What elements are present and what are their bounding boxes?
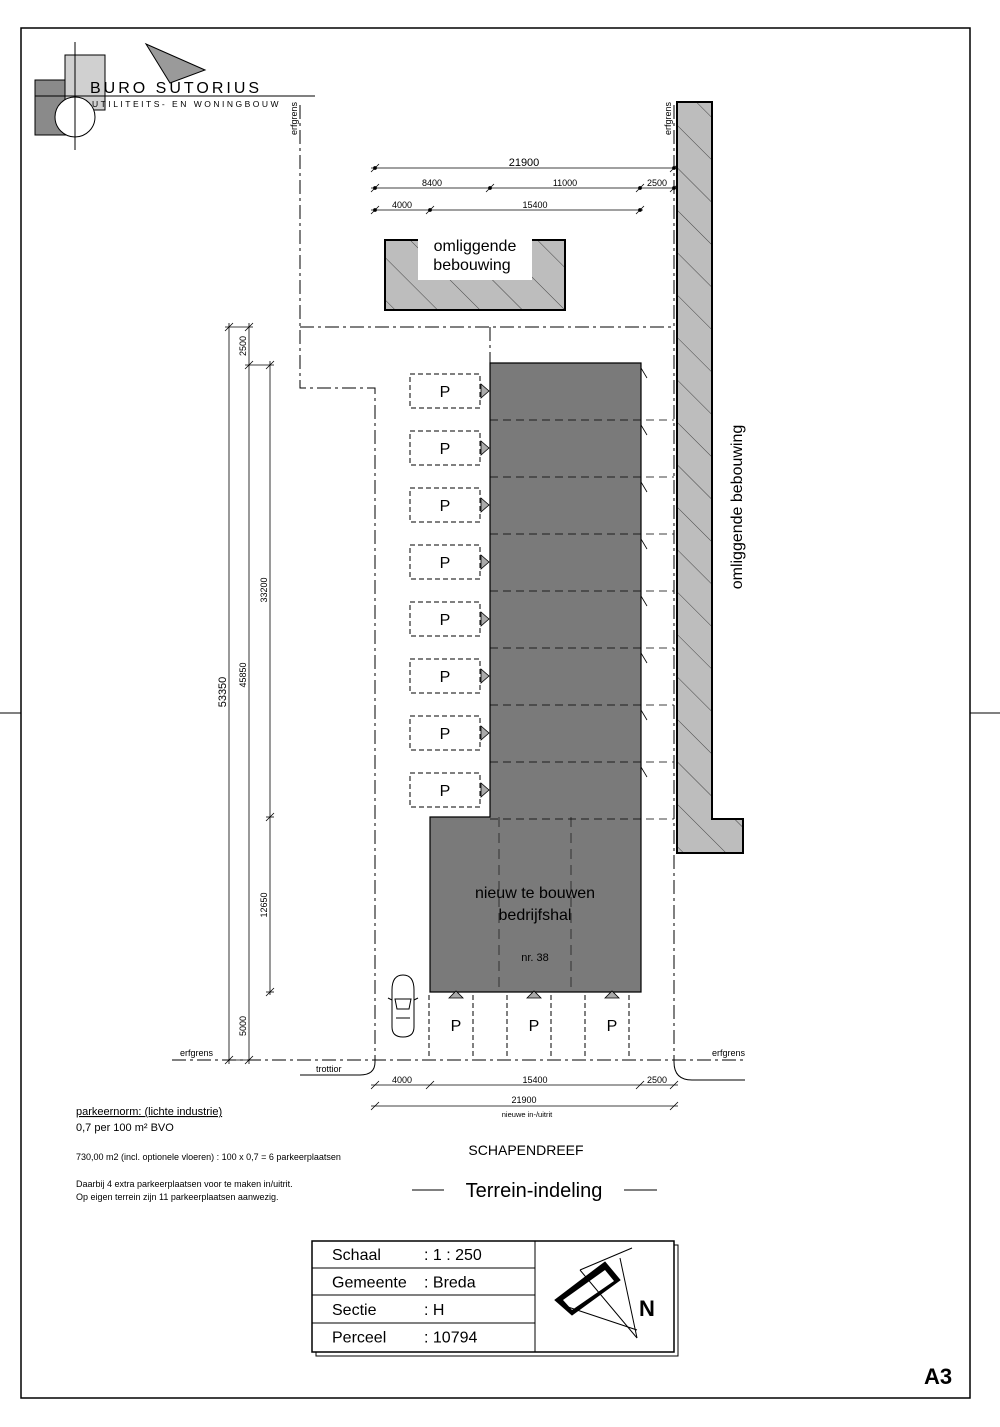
parking-space <box>410 488 489 522</box>
parking-label: P <box>606 1018 618 1035</box>
erfgrens-left-bottom: erfgrens <box>180 1048 214 1058</box>
street-name: SCHAPENDREEF <box>468 1142 584 1158</box>
entry-arrow-icon <box>481 669 489 683</box>
dim-bottom-seg2: 15400 <box>522 1075 548 1085</box>
parking-label: P <box>439 555 451 572</box>
parking-label: P <box>528 1018 540 1035</box>
logo-company: BURO SUTORIUS <box>90 80 263 97</box>
notes-extra-2: Op eigen terrein zijn 11 parkeerplaatsen aanwezig. <box>76 1192 279 1202</box>
erfgrens-left-top: erfgrens <box>289 101 299 135</box>
dim-top-seg2: 11000 <box>552 178 578 188</box>
erfgrens-right-bottom: erfgrens <box>712 1048 746 1058</box>
north-label: N <box>639 1296 655 1321</box>
parking-label: P <box>439 498 451 515</box>
entry-arrow-icon <box>481 498 489 512</box>
parking-label: P <box>439 384 451 401</box>
title-row-value: : 1 : 250 <box>424 1247 482 1264</box>
parking-space <box>585 991 629 1058</box>
dim-top-total: 21900 <box>508 157 540 169</box>
bay-tick <box>641 482 647 492</box>
title-row-label: Gemeente <box>332 1274 407 1292</box>
title-row-value: : Breda <box>424 1274 476 1292</box>
logo-tagline: UTILITEITS- EN WONINGBOUW <box>92 99 282 109</box>
dim-bottom-seg1: 4000 <box>391 1075 413 1085</box>
bay-tick <box>641 767 647 777</box>
side-parking-group <box>410 374 489 807</box>
left-boundary <box>300 105 375 1062</box>
parking-space <box>410 602 489 636</box>
parking-space <box>507 991 551 1058</box>
car-icon <box>388 975 418 1037</box>
surrounding-top-label-2: bebouwing <box>433 257 511 274</box>
notes-norm: 0,7 per 100 m² BVO <box>76 1122 174 1134</box>
dim-left-a: 2500 <box>238 335 248 357</box>
dim-left-b: 45850 <box>238 662 248 688</box>
parking-label: P <box>439 612 451 629</box>
dim-bottom-seg3: 2500 <box>646 1075 668 1085</box>
entry-arrow-icon <box>481 441 489 455</box>
drawing-title: Terrein-indeling <box>465 1180 603 1202</box>
new-building-label-2: bedrijfshal <box>498 907 572 924</box>
parking-label: P <box>450 1018 462 1035</box>
parking-label: P <box>439 726 451 743</box>
surrounding-top-label-1: omliggende <box>433 238 517 255</box>
surrounding-right-label: omliggende bebouwing <box>729 424 746 590</box>
parking-space <box>410 659 489 693</box>
bottom-parking-group <box>429 991 629 1058</box>
parking-label: P <box>439 669 451 686</box>
title-row-label: Schaal <box>332 1247 381 1264</box>
bay-tick <box>641 368 647 378</box>
entry-arrow-icon <box>481 555 489 569</box>
bay-tick <box>641 710 647 720</box>
dim-top-seg4: 4000 <box>391 200 413 210</box>
dim-bottom-total: 21900 <box>511 1095 537 1105</box>
notes-extra-1: Daarbij 4 extra parkeerplaatsen voor te maken in/uitrit. <box>76 1179 293 1189</box>
sheet-size: A3 <box>923 1364 953 1389</box>
new-building-label-1: nieuw te bouwen <box>474 885 596 902</box>
bay-tick <box>641 539 647 549</box>
parking-label: P <box>439 783 451 800</box>
bay-tick <box>641 596 647 606</box>
title-row-label: Perceel <box>332 1329 387 1347</box>
dim-bottom-note: nieuwe in-/uitrit <box>501 1110 553 1119</box>
dimensions-left <box>225 323 274 1064</box>
dim-top-seg1: 8400 <box>421 178 443 188</box>
parking-space <box>410 773 489 807</box>
entry-arrow-icon <box>481 612 489 626</box>
notes-calc: 730,00 m2 (incl. optionele vloeren) : 100 x 0,7 = 6 parkeerplaatsen <box>76 1152 341 1162</box>
bay-tick <box>641 653 647 663</box>
trottoir-label: trottior <box>316 1064 342 1074</box>
dim-left-d: 12650 <box>259 892 269 918</box>
parking-label: P <box>439 441 451 458</box>
dim-top-seg5: 15400 <box>522 200 548 210</box>
title-row-value: : H <box>424 1302 445 1319</box>
entry-arrow-icon <box>481 726 489 740</box>
dim-left-total: 53350 <box>217 676 229 708</box>
parking-space <box>410 716 489 750</box>
entry-arrow-icon <box>481 384 489 398</box>
curb-right <box>674 1062 745 1080</box>
company-logo <box>35 42 315 150</box>
parking-space <box>429 991 473 1058</box>
house-number: nr. 38 <box>521 952 549 964</box>
entry-arrow-icon <box>481 783 489 797</box>
dim-left-c: 33200 <box>259 577 269 603</box>
notes-heading: parkeernorm: (lichte industrie) <box>76 1106 223 1118</box>
dim-left-e: 5000 <box>238 1015 248 1037</box>
parking-space <box>410 431 489 465</box>
parking-space <box>410 545 489 579</box>
parking-space <box>410 374 489 408</box>
bay-tick <box>641 425 647 435</box>
title-row-label: Sectie <box>332 1302 377 1319</box>
erfgrens-right-top: erfgrens <box>663 101 673 135</box>
dim-top-seg3: 2500 <box>646 178 668 188</box>
title-row-value: : 10794 <box>424 1329 478 1347</box>
